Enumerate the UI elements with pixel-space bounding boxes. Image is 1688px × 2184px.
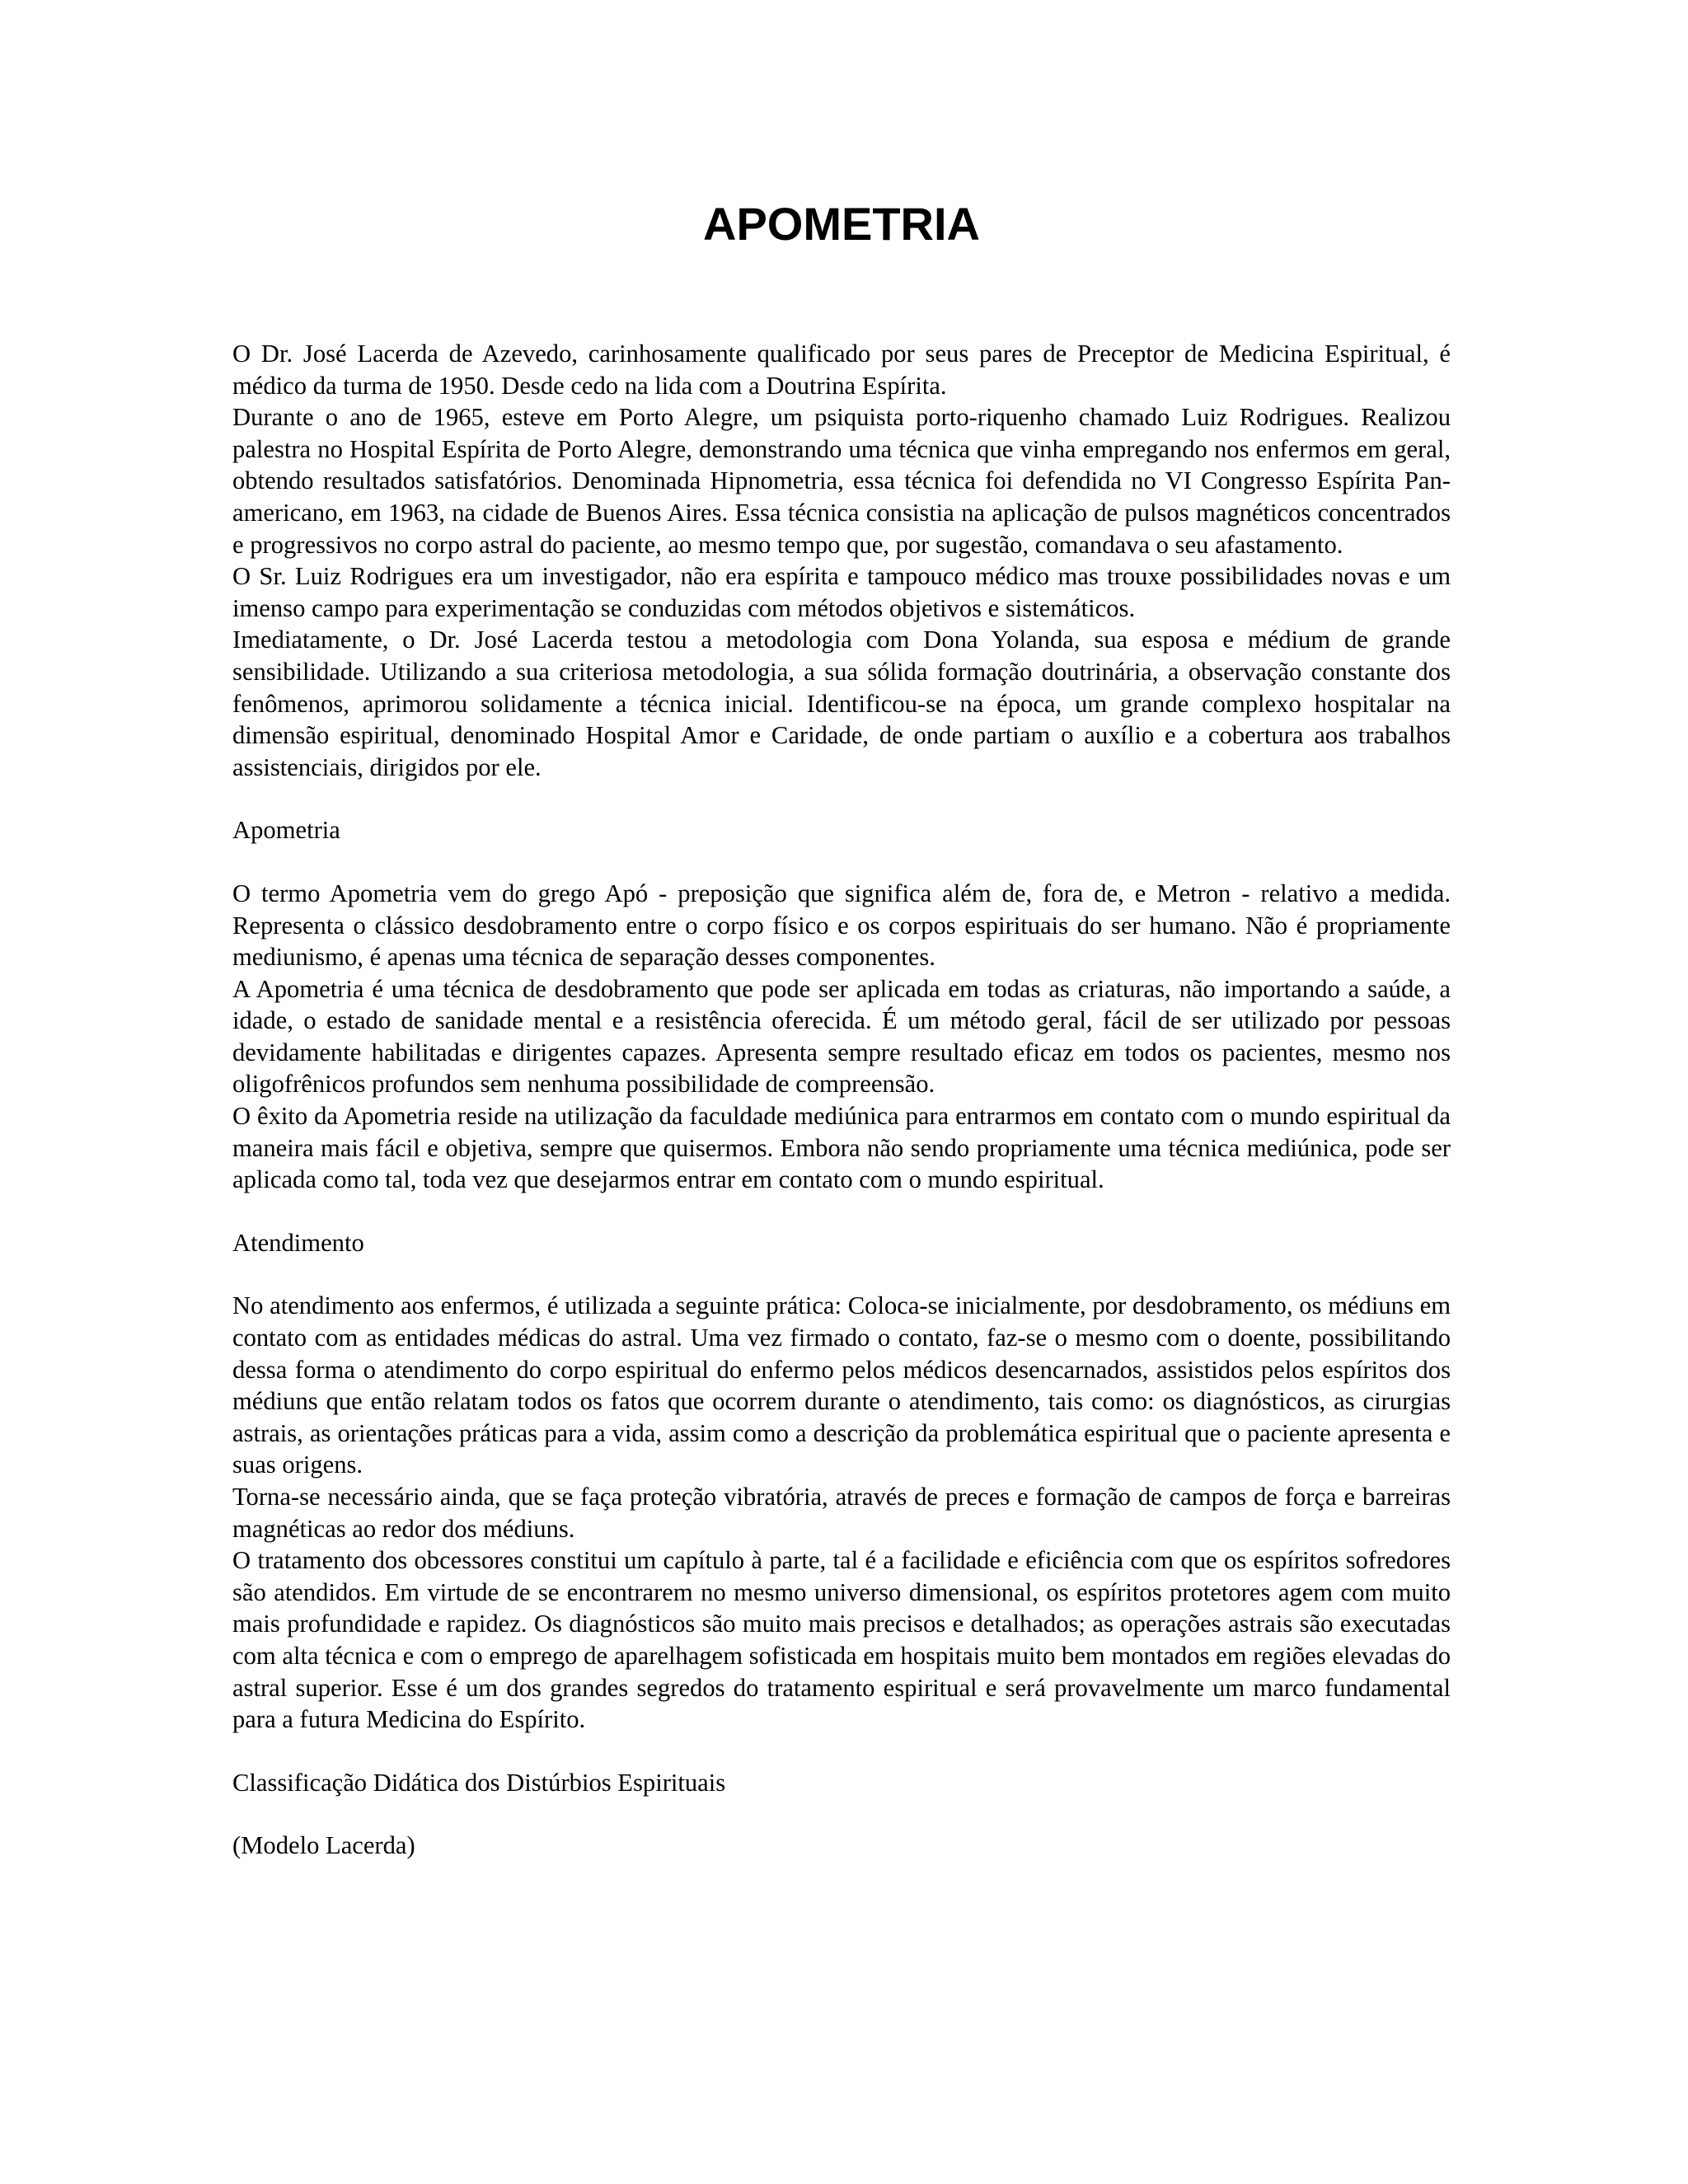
intro-paragraph-1: O Dr. José Lacerda de Azevedo, carinhosamente qualificado por seus pares de Preceptor de Medicina Espiritual, é médico da turma de 1950. Desde cedo na lida com a Doutrina Espírita. (232, 340, 1451, 400)
atendimento-paragraph-2: Torna-se necessário ainda, que se faça proteção vibratória, através de preces e formação de campos de força e barreiras magnéticas ao redor dos médiuns. (232, 1483, 1451, 1543)
document-title: APOMETRIA (703, 198, 980, 250)
atendimento-paragraph-1: No atendimento aos enfermos, é utilizada a seguinte prática: Coloca-se inicialmente, por desdobramento, os médiuns em contato com as entidades médicas do astral. Uma vez firmado o contato, faz-se o mesmo com o doente, possibilitando dessa forma o atendimento do corpo espiritual do enfermo pelos médicos desencarnados, assistidos pelos espíritos dos médiuns que então relatam todos os fatos que ocorrem durante o atendimento, tais como: os diagnósticos, as cirurgias astrais, as orientações práticas para a vida, assim como a descrição da problemática espiritual que o paciente apresenta e suas origens. (232, 1291, 1451, 1479)
document-body (232, 338, 1451, 1893)
apometria-paragraph-3: O êxito da Apometria reside na utilização da faculdade mediúnica para entrarmos em contato com o mundo espiritual da maneira mais fácil e objetiva, sempre que quisermos. Embora não sendo propriamente uma técnica mediúnica, pode ser aplicada como tal, toda vez que desejarmos entrar em contato com o mundo espiritual. (232, 1102, 1451, 1194)
section-heading-classificacao: Classificação Didática dos Distúrbios Espirituais (232, 1768, 726, 1797)
intro-paragraph-4: Imediatamente, o Dr. José Lacerda testou a metodologia com Dona Yolanda, sua esposa e médium de grande sensibilidade. Utilizando a sua criteriosa metodologia, a sua sólida formação doutrinária, a observação constante dos fenômenos, aprimorou solidamente a técnica inicial. Identificou-se na época, um grande complexo hospitalar na dimensão espiritual, denominado Hospital Amor e Caridade, de onde partiam o auxílio e a cobertura aos trabalhos assistenciais, dirigidos por ele. (232, 626, 1451, 781)
intro-paragraph-2: Durante o ano de 1965, esteve em Porto Alegre, um psiquista porto-riquenho chamado Luiz Rodrigues. Realizou palestra no Hospital Espírita de Porto Alegre, demonstrando uma técnica que vinha empregando nos enfermos em geral, obtendo resultados satisfatórios. Denominada Hipnometria, essa técnica foi defendida no VI Congresso Espírita Pan-americano, em 1963, na cidade de Buenos Aires. Essa técnica consistia na aplicação de pulsos magnéticos concentrados e progressivos no corpo astral do paciente, ao mesmo tempo que, por sugestão, comandava o seu afastamento. (232, 403, 1451, 559)
apometria-paragraph-1: O termo Apometria vem do grego Apó - preposição que significa além de, fora de, e Metron - relativo a medida. Representa o clássico desdobramento entre o corpo físico e os corpos espirituais do ser humano. Não é propriamente mediunismo, é apenas uma técnica de separação desses componentes. (232, 879, 1451, 972)
section-subheading-modelo: (Modelo Lacerda) (232, 1831, 415, 1860)
apometria-paragraph-2: A Apometria é uma técnica de desdobramento que pode ser aplicada em todas as criaturas, não importando a saúde, a idade, o estado de sanidade mental e a resistência oferecida. É um método geral, fácil de ser utilizado por pessoas devidamente habilitadas e dirigentes capazes. Apresenta sempre resultado eficaz em todos os pacientes, mesmo nos oligofrênicos profundos sem nenhuma possibilidade de compreensão. (232, 974, 1451, 1099)
section-heading-apometria: Apometria (232, 816, 340, 845)
section-heading-atendimento: Atendimento (232, 1228, 364, 1257)
atendimento-paragraph-3: O tratamento dos obcessores constitui um capítulo à parte, tal é a facilidade e eficiência com que os espíritos sofredores são atendidos. Em virtude de se encontrarem no mesmo universo dimensional, os espíritos protetores agem com muito mais profundidade e rapidez. Os diagnósticos são muito mais precisos e detalhados; as operações astrais são executadas com alta técnica e com o emprego de aparelhagem sofisticada em hospitais muito bem montados em regiões elevadas do astral superior. Esse é um dos grandes segredos do tratamento espiritual e será provavelmente um marco fundamental para a futura Medicina do Espírito. (232, 1546, 1451, 1734)
intro-paragraph-3: O Sr. Luiz Rodrigues era um investigador, não era espírita e tampouco médico mas trouxe possibilidades novas e um imenso campo para experimentação se conduzidas com métodos objetivos e sistemáticos. (232, 562, 1451, 622)
